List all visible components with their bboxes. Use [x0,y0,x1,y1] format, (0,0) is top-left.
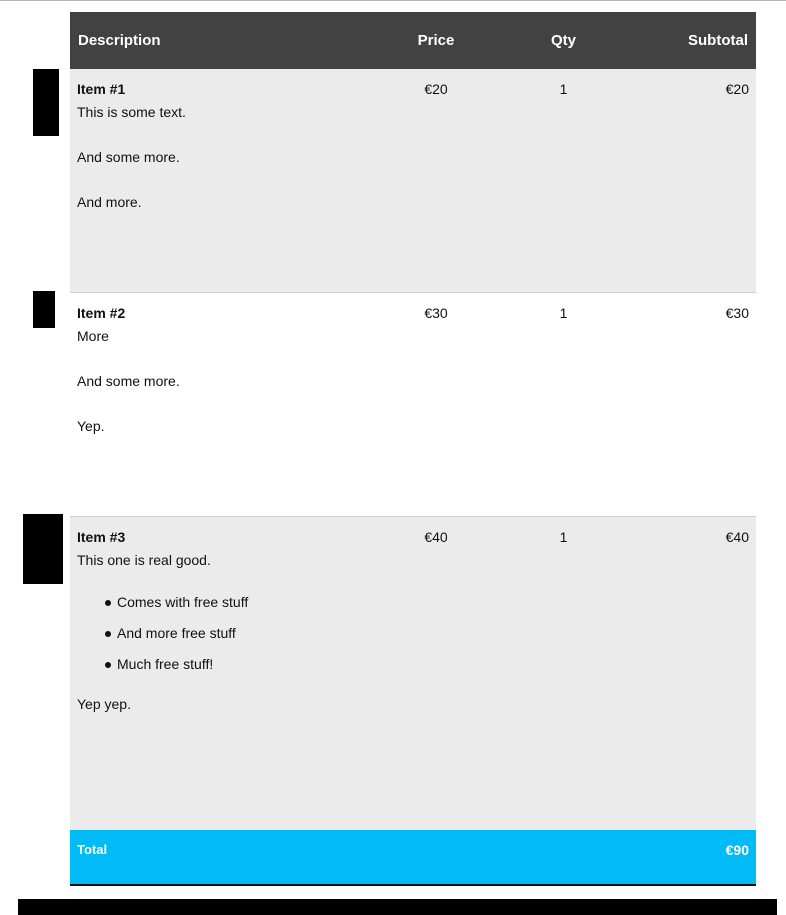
bullet-icon [105,631,111,637]
header-price: Price [417,32,455,49]
item-price: €40 [424,529,448,545]
top-divider [0,0,786,1]
drag-handle-item-2[interactable] [33,291,55,328]
item-description [70,293,377,516]
cart-table [70,12,756,886]
item-description [70,517,377,830]
item-text: This one is real good. [77,552,211,568]
item-title: Item #3 [77,529,126,545]
item-subtotal: €40 [725,529,749,545]
table-row [70,69,756,292]
header-qty: Qty [550,32,576,49]
list-item-label: And more free stuff [117,625,236,641]
item-text: This is some text. [77,104,186,120]
item-price: €30 [424,305,448,321]
item-qty: 1 [559,529,568,545]
header-subtotal: Subtotal [688,32,748,49]
table-header [70,12,756,69]
list-item [105,593,377,611]
table-row [70,516,756,830]
list-item [105,655,377,673]
total-spacer [377,830,495,884]
list-item [105,624,377,642]
item-subtotal: €30 [725,305,749,321]
total-label: Total [77,842,108,857]
item-text: And some more. [77,373,180,389]
list-item-label: Comes with free stuff [117,594,249,610]
item-price: €20 [424,81,448,97]
item-text: Yep. [77,418,105,434]
bullet-icon [105,662,111,668]
list-item-label: Much free stuff! [117,656,214,672]
item-text: More [77,328,109,344]
header-description: Description [78,32,161,49]
feature-list [77,593,377,673]
item-description [70,69,377,292]
total-spacer [495,830,632,884]
item-title: Item #1 [77,81,126,97]
bottom-bar [18,899,777,915]
total-value: €90 [725,842,749,858]
drag-handle-item-1[interactable] [33,69,59,136]
drag-handle-item-3[interactable] [23,514,63,584]
total-row [70,830,756,886]
item-text: And more. [77,194,142,210]
item-text: And some more. [77,149,180,165]
item-text: Yep yep. [77,696,131,712]
item-title: Item #2 [77,305,126,321]
item-qty: 1 [559,81,568,97]
item-qty: 1 [559,305,568,321]
bullet-icon [105,600,111,606]
table-row [70,292,756,516]
item-subtotal: €20 [725,81,749,97]
